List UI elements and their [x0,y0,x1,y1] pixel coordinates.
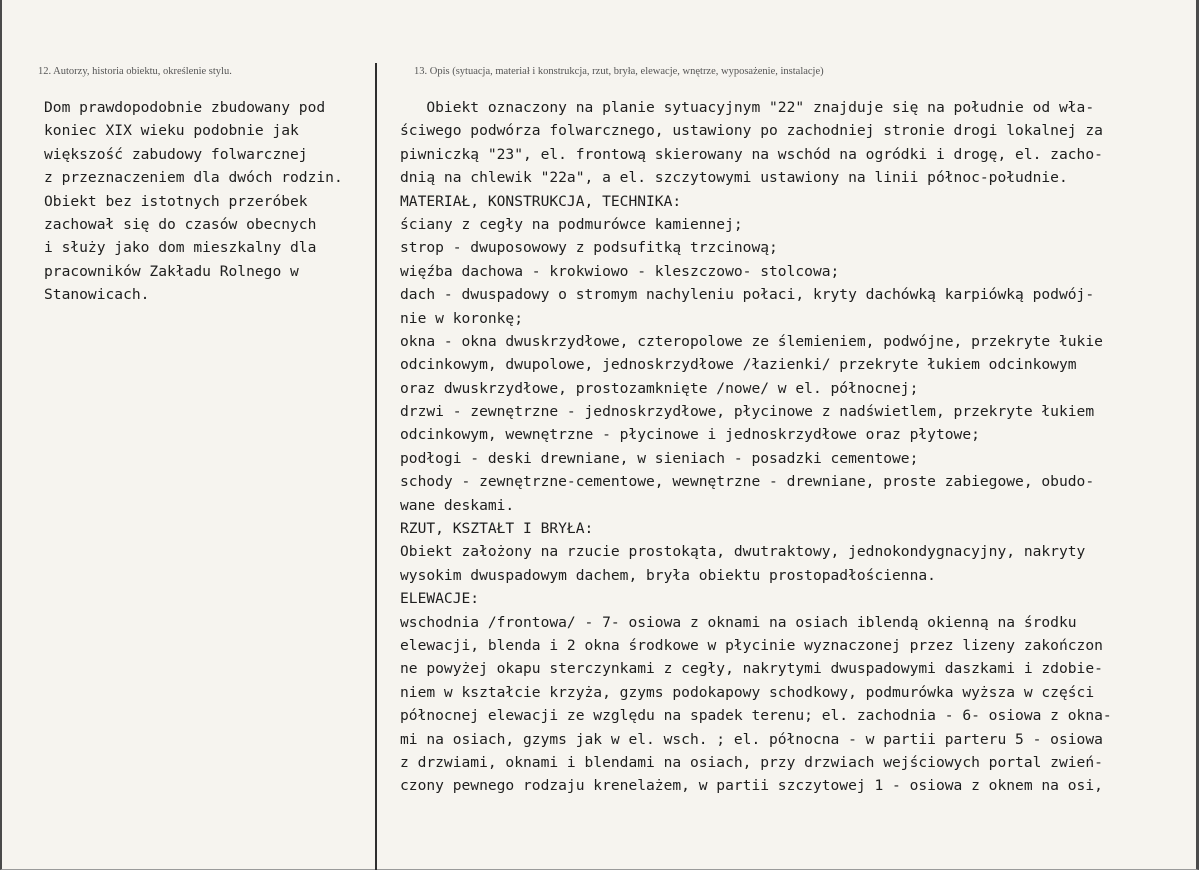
text-line: wysokim dwuspadowym dachem, bryła obiektu prostopadłościenna. [400,566,936,584]
text-line: piwniczką "23", el. frontową skierowany na wschód na ogródki i drogę, el. zacho- [400,145,1103,163]
text-line: wschodnia /frontowa/ - 7- osiowa z oknami na osiach iblendą okienną na środku [400,613,1077,631]
text-line: MATERIAŁ, KONSTRUKCJA, TECHNIKA: [400,192,682,210]
text-line: podłogi - deski drewniane, w sieniach - posadzki cementowe; [400,449,919,467]
text-line: niem w kształcie krzyża, gzyms podokapowy schodkowy, podmurówka wyższa w części [400,683,1095,701]
text-line: RZUT, KSZTAŁT I BRYŁA: [400,520,594,538]
text-line: ELEWACJE: [400,590,480,608]
text-line: elewacji, blenda i 2 okna środkowe w płycinie wyznaczonej przez lizeny zakończon [400,636,1103,654]
text-line: większość zabudowy folwarcznej [44,145,308,163]
text-line: ne powyżej okapu sterczynkami z cegły, nakrytymi dwuspadowymi daszkami i zdobie- [400,660,1103,678]
text-line: z drzwiami, oknami i blendami na osiach, przy drzwiach wejściowych portal zwień- [400,753,1103,771]
text-line: Dom prawdopodobnie zbudowany pod [44,99,326,116]
section-13-body [400,96,1196,798]
text-line: wane deskami. [400,496,515,514]
text-line: nie w koronkę; [400,309,524,327]
text-line: więźba dachowa - krokwiowo - kleszczowo- stolcowa; [400,262,840,280]
text-line: Stanowicach. [44,286,150,304]
text-line: ściwego podwórza folwarcznego, ustawiony po zachodniej stronie drogi lokalnej za [400,122,1103,140]
text-line: i służy jako dom mieszkalny dla [44,239,317,257]
text-line: Obiekt założony na rzucie prostokąta, dwutraktowy, jednokondygnacyjny, nakryty [400,543,1086,561]
text-line: Obiekt bez istotnych przeróbek [44,192,308,210]
text-line: schody - zewnętrzne-cementowe, wewnętrzne - drewniane, proste zabiegowe, obudo- [400,473,1095,491]
text-line: mi na osiach, gzyms jak w el. wsch. ; el. północna - w partii parteru 5 - osiowa [400,730,1103,748]
text-line: Obiekt oznaczony na planie sytuacyjnym "22" znajduje się na południe od wła- [400,99,1095,116]
text-line: zachował się do czasów obecnych [44,215,317,233]
text-line: odcinkowym, wewnętrzne - płycinowe i jednoskrzydłowe oraz płytowe; [400,426,980,444]
text-line: z przeznaczeniem dla dwóch rodzin. [44,169,343,187]
text-line: dnią na chlewik "22a", a el. szczytowymi ustawiony na linii północ-południe. [400,169,1068,187]
text-line: czony pewnego rodzaju krenelażem, w partii szczytowej 1 - osiowa z oknem na osi, [400,777,1103,795]
text-line: drzwi - zewnętrzne - jednoskrzydłowe, płycinowe z nadświetlem, przekryte łukiem [400,403,1095,421]
section-12-body [44,96,369,307]
section-12-heading: 12. Autorzy, historia obiektu, określenie stylu. [38,66,232,77]
text-line: północnej elewacji ze względu na spadek terenu; el. zachodnia - 6- osiowa z okna- [400,707,1112,725]
text-line: odcinkowym, dwupolowe, jednoskrzydłowe /łazienki/ przekryte łukiem odcinkowym [400,356,1077,374]
text-line: pracowników Zakładu Rolnego w [44,262,299,280]
text-line: okna - okna dwuskrzydłowe, czteropolowe ze ślemieniem, podwójne, przekryte łukie [400,332,1103,350]
text-line: dach - dwuspadowy o stromym nachyleniu połaci, kryty dachówką karpiówką podwój- [400,286,1095,304]
column-divider [375,63,377,870]
text-line: koniec XIX wieku podobnie jak [44,122,299,140]
section-13-heading: 13. Opis (sytuacja, materiał i konstrukcja, rzut, bryła, elewacje, wnętrze, wyposażenie, instalacje) [414,66,824,77]
text-line: ściany z cegły na podmurówce kamiennej; [400,215,743,233]
text-line: oraz dwuskrzydłowe, prostozamknięte /nowe/ w el. północnej; [400,379,919,397]
text-line: strop - dwuposowowy z podsufitką trzcinową; [400,239,778,257]
